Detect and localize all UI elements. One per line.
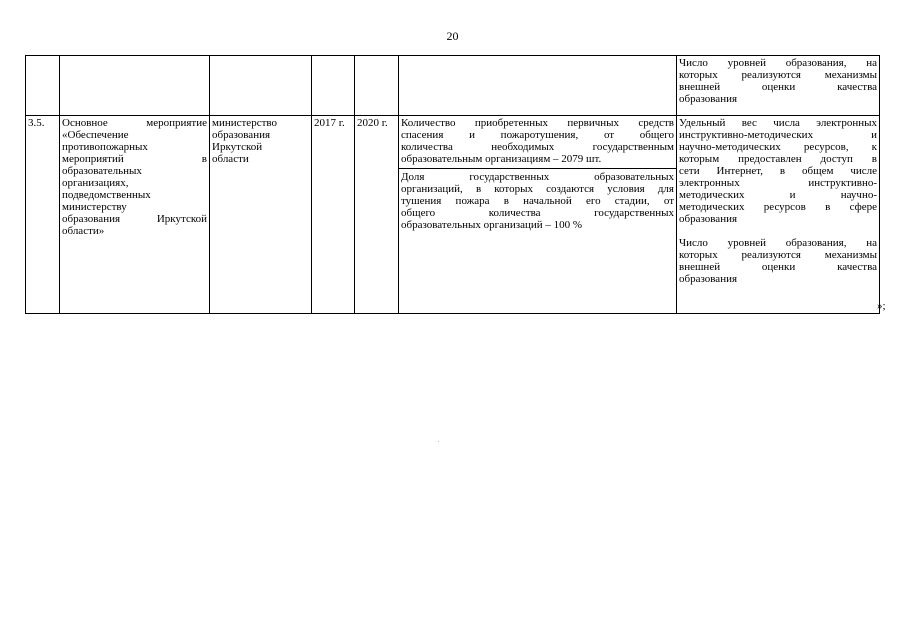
text-line: области	[212, 153, 249, 165]
text-line: образования	[212, 129, 271, 141]
cell-year-end: 2020 г.	[355, 116, 399, 314]
result-share	[399, 168, 676, 231]
cell-indicators	[677, 116, 880, 314]
text-line: министерство	[212, 117, 278, 129]
text-line: Число уровней образования, на	[679, 57, 877, 69]
cell-results	[399, 116, 677, 314]
text-line: министерству	[62, 201, 127, 213]
text-line: образования	[679, 273, 738, 285]
scan-speck	[438, 441, 439, 442]
table-row-3-5	[26, 116, 880, 314]
text-line: общего количества государственных	[401, 207, 674, 219]
closing-quote-mark: »;	[877, 300, 886, 312]
text-line: которым предоставлен доступ в	[679, 153, 877, 165]
page-number: 20	[446, 29, 459, 43]
text-line: методических ресурсов в сфере	[679, 201, 877, 213]
text-line: образовательных	[62, 165, 142, 177]
cell-executor	[210, 116, 312, 314]
text-line: инструктивно-методических и	[679, 129, 877, 141]
table-row-continuation	[26, 56, 880, 116]
text-line: электронных инструктивно-	[679, 177, 877, 189]
cell-empty-year-end	[355, 56, 399, 116]
text-line: «Обеспечение	[62, 129, 129, 141]
cell-empty-event	[60, 56, 210, 116]
cell-empty-result	[399, 56, 677, 116]
text-line: подведомственных	[62, 189, 151, 201]
text-line: Число уровней образования, на	[679, 237, 877, 249]
text-line: Удельный вес числа электронных	[679, 117, 877, 129]
text-line: образовательных организаций – 100 %	[401, 219, 583, 231]
cell-indicator-top	[677, 56, 880, 116]
cell-event	[60, 116, 210, 314]
cell-empty-year-start	[312, 56, 355, 116]
text-line: противопожарных	[62, 141, 148, 153]
text-line: которых реализуются механизмы	[679, 69, 877, 81]
text-line: количества необходимых государственным	[401, 141, 674, 153]
text-line: образования	[679, 213, 738, 225]
text-line: научно-методических ресурсов, к	[679, 141, 877, 153]
text-line: области»	[62, 225, 105, 237]
text-line: организаций, в которых создаются условия для	[401, 183, 674, 195]
cell-empty-executor	[210, 56, 312, 116]
text-line: которых реализуются механизмы	[679, 249, 877, 261]
text-line: тушения пожара в начальной его стадии, от	[401, 195, 674, 207]
cell-row-number: 3.5.	[26, 116, 60, 314]
text-line: внешней оценки качества	[679, 81, 877, 93]
text-line: спасения и пожаротушения, от общего	[401, 129, 674, 141]
paragraph-gap	[679, 225, 877, 237]
text-line: сети Интернет, в общем числе	[679, 165, 877, 177]
text-line: Иркутской	[212, 141, 263, 153]
text-line: образовательным организациям – 2079 шт.	[401, 153, 602, 165]
text-line: методических и научно-	[679, 189, 877, 201]
program-table	[25, 55, 880, 314]
cell-empty-num	[26, 56, 60, 116]
text-line: Количество приобретенных первичных средств	[401, 117, 674, 129]
text-line: внешней оценки качества	[679, 261, 877, 273]
cell-year-start: 2017 г.	[312, 116, 355, 314]
text-line: организациях,	[62, 177, 129, 189]
text-line: образования	[679, 93, 738, 105]
result-quantity	[401, 117, 674, 168]
text-line: образования Иркутской	[62, 213, 207, 225]
text-line: мероприятий в	[62, 153, 207, 165]
text-line: Основное мероприятие	[62, 117, 207, 129]
text-line: Доля государственных образовательных	[401, 171, 674, 183]
